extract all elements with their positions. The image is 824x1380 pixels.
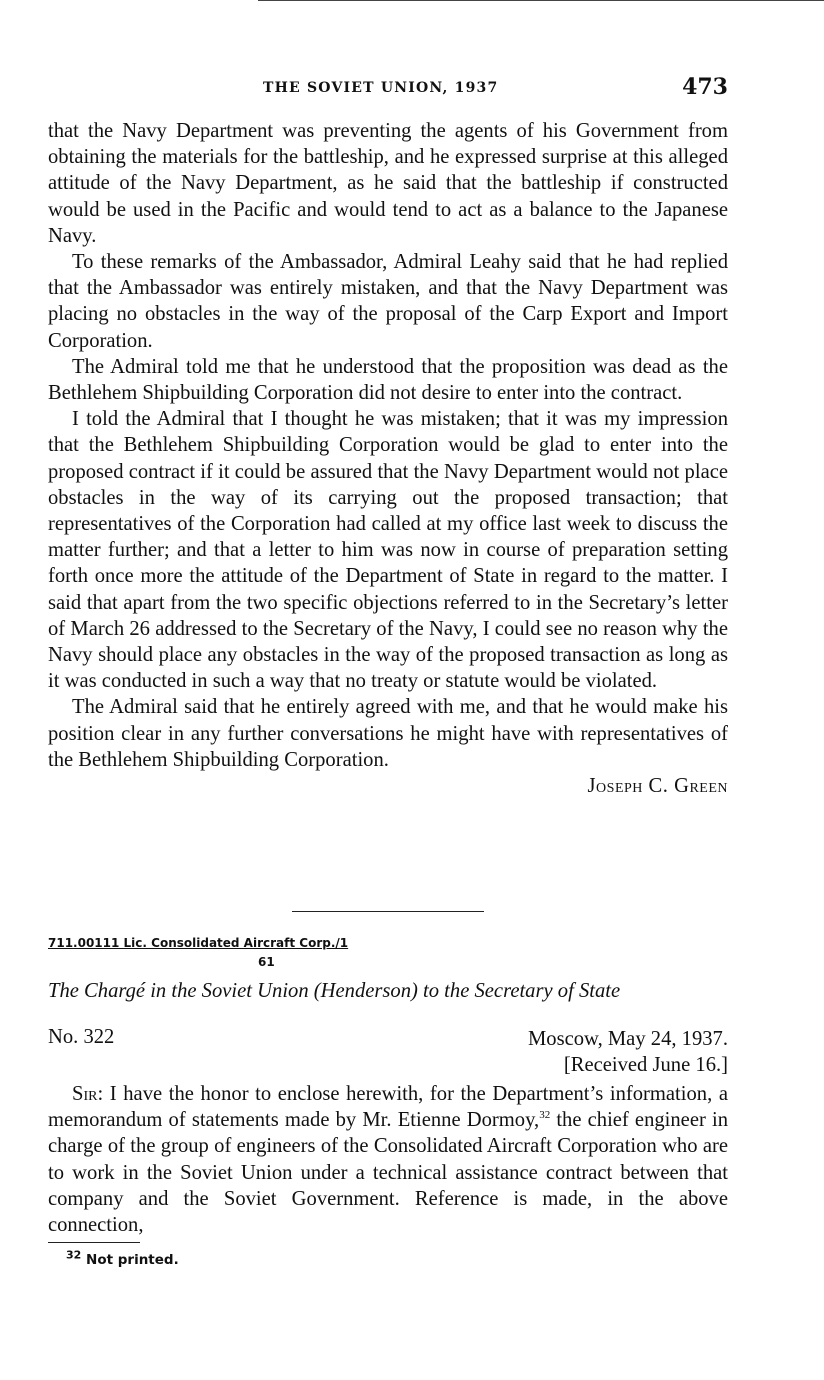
footnote-rule [48,1242,140,1243]
paragraph: To these remarks of the Ambassador, Admiral Leahy said that he had replied that the Ambassador was entirely mistaken, and that the Navy Department was placing no obstacles in the way of the proposal of the Carp Export and Import Corporation. [48,251,728,352]
memorandum-text [48,118,728,799]
paragraph: The Admiral said that he entirely agreed with me, and that he would make his position clear in any further conversations he might have with representatives of the Bethlehem Shipbuilding Corporation. [48,696,728,771]
document-number: No. 322 [48,1026,115,1048]
running-head [48,74,728,102]
footnote [66,1248,179,1268]
paragraph: I told the Admiral that I thought he was mistaken; that it was my impression that the Bethlehem Shipbuilding Corporation would be glad to enter into the proposed contract if it could be assured that the Navy Department would not place obstacles in the way of its carrying out the proposed transaction; that representatives of the Corporation had called at my office last week to discuss the matter further; and that a letter to him was now in course of preparation setting forth once more the attitude of the Department of State in regard to the matter. I said that apart from the two specific objections referred to in the Secretary’s letter of March 26 addressed to the Secretary of the Navy, I could see no reason why the Navy should place any obstacles in the way of the proposed transaction as long as it was conducted in such a way that no treaty or statute would be violated. [48,408,728,693]
paragraph [48,1081,728,1238]
footnote-marker: 32 [66,1248,82,1262]
running-title: THE SOVIET UNION, 1937 [263,80,499,96]
footnote-text: Not printed. [86,1252,179,1268]
page-number: 473 [682,74,728,100]
file-reference-sub: 61 [258,955,275,969]
paragraph: The Admiral told me that he understood that the proposition was dead as the Bethlehem Shipbuilding Corporation did not desire to enter into the contract. [48,355,728,405]
letter-body [48,1081,728,1238]
salutation: Sir: [72,1083,104,1105]
body-text-part2: the chief engineer in charge of the group of engineers of the Consolidated Aircraft Corporation who are to work in the Soviet Union under a technical assistance contract between that company and the Soviet Government. Reference is made, in the above connection, [48,1109,728,1237]
file-reference [48,936,348,950]
body-text-part1: I have the honor to enclose herewith, for the Department’s information, a memorandum of statements made by Mr. Etienne Dormoy, [48,1083,728,1132]
document-heading: The Chargé in the Soviet Union (Henderson) to the Secretary of State [48,980,621,1002]
top-rule [258,0,824,1]
signature: Joseph C. Green [587,775,728,798]
dateline [528,1026,728,1078]
section-divider [292,911,484,912]
received-date: [Received June 16.] [563,1054,728,1076]
file-reference-number: 711.00111 Lic. Consolidated Aircraft Corp./1 [48,936,349,950]
paragraph: that the Navy Department was preventing the agents of his Government from obtaining the materials for the battleship, and he expressed surprise at this alleged attitude of the Navy Department, as he said that the battleship if constructed would be used in the Pacific and would tend to act as a balance to the Japanese Navy. [48,120,728,247]
footnote-reference[interactable]: 32 [539,1109,551,1122]
place-date: Moscow, May 24, 1937. [527,1028,728,1050]
